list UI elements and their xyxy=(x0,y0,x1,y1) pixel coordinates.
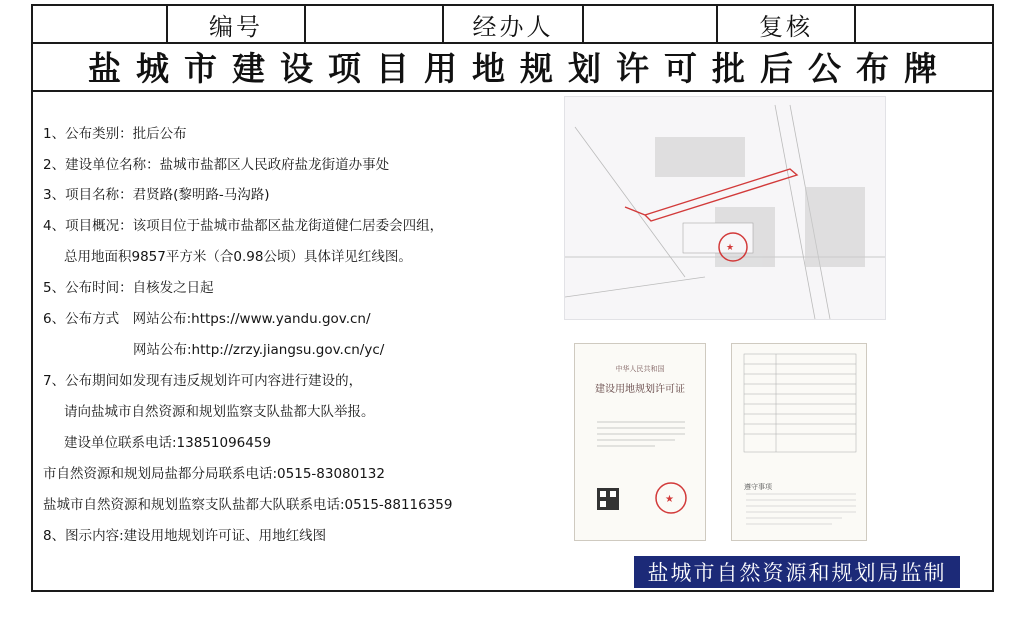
item-figure-content: 8、图示内容:建设用地规划许可证、用地红线图 xyxy=(43,528,327,544)
redline-map-drawing xyxy=(565,97,885,319)
item-unit-phone: 建设单位联系电话:13851096459 xyxy=(64,435,272,451)
cert-table xyxy=(732,344,867,541)
redline-map xyxy=(564,96,886,320)
item-category: 1、公布类别：批后公布 xyxy=(43,126,187,142)
item-publish-method: 6、公布方式 网站公布:https://www.yandu.gov.cn/ xyxy=(43,311,371,327)
cert-name: 建设用地规划许可证 xyxy=(595,384,685,395)
header-row xyxy=(33,6,992,44)
footer-banner: 盐城市自然资源和规划局监制 xyxy=(634,556,960,588)
item-overview-cont: 总用地面积9857平方米（合0.98公顷）具体详见红线图。 xyxy=(64,249,412,265)
title-row xyxy=(33,42,992,92)
svg-text:★: ★ xyxy=(665,494,674,505)
item-unit-name: 2、建设单位名称：盐城市盐都区人民政府盐龙街道办事处 xyxy=(43,157,390,173)
item-inspection-phone: 盐城市自然资源和规划监察支队盐都大队联系电话:0515-88116359 xyxy=(43,497,453,513)
page-title: 盐城市建设项目用地规划许可批后公布牌 xyxy=(88,48,952,88)
header-number-value xyxy=(306,6,444,42)
header-number-label: 编号 xyxy=(168,6,306,42)
header-handler-value xyxy=(584,6,718,42)
cert-cover-details xyxy=(575,344,706,541)
item-bureau-phone: 市自然资源和规划局盐都分局联系电话:0515-83080132 xyxy=(43,466,385,482)
item-publish-time: 5、公布时间：自核发之日起 xyxy=(43,280,214,296)
item-report: 7、公布期间如发现有违反规划许可内容进行建设的， xyxy=(43,373,363,389)
item-project-name: 3、项目名称：君贤路(黎明路-马沟路) xyxy=(43,187,270,203)
header-handler-label: 经办人 xyxy=(444,6,584,42)
notice-board xyxy=(31,4,994,592)
cert-notice-title: 遵守事项 xyxy=(744,483,772,491)
item-report-cont: 请向盐城市自然资源和规划监察支队盐都大队举报。 xyxy=(64,404,375,420)
item-overview: 4、项目概况：该项目位于盐城市盐都区盐龙街道健仁居委会四组， xyxy=(43,218,444,234)
header-review-label: 复核 xyxy=(718,6,856,42)
svg-text:★: ★ xyxy=(726,243,735,253)
cert-country: 中华人民共和国 xyxy=(615,365,665,373)
header-review-value xyxy=(856,6,992,42)
item-publish-site-2: 网站公布:http://zrzy.jiangsu.gov.cn/yc/ xyxy=(133,342,385,358)
permit-certificate-details xyxy=(731,343,867,541)
permit-certificate-cover xyxy=(574,343,706,541)
header-blank-cell xyxy=(33,6,168,42)
